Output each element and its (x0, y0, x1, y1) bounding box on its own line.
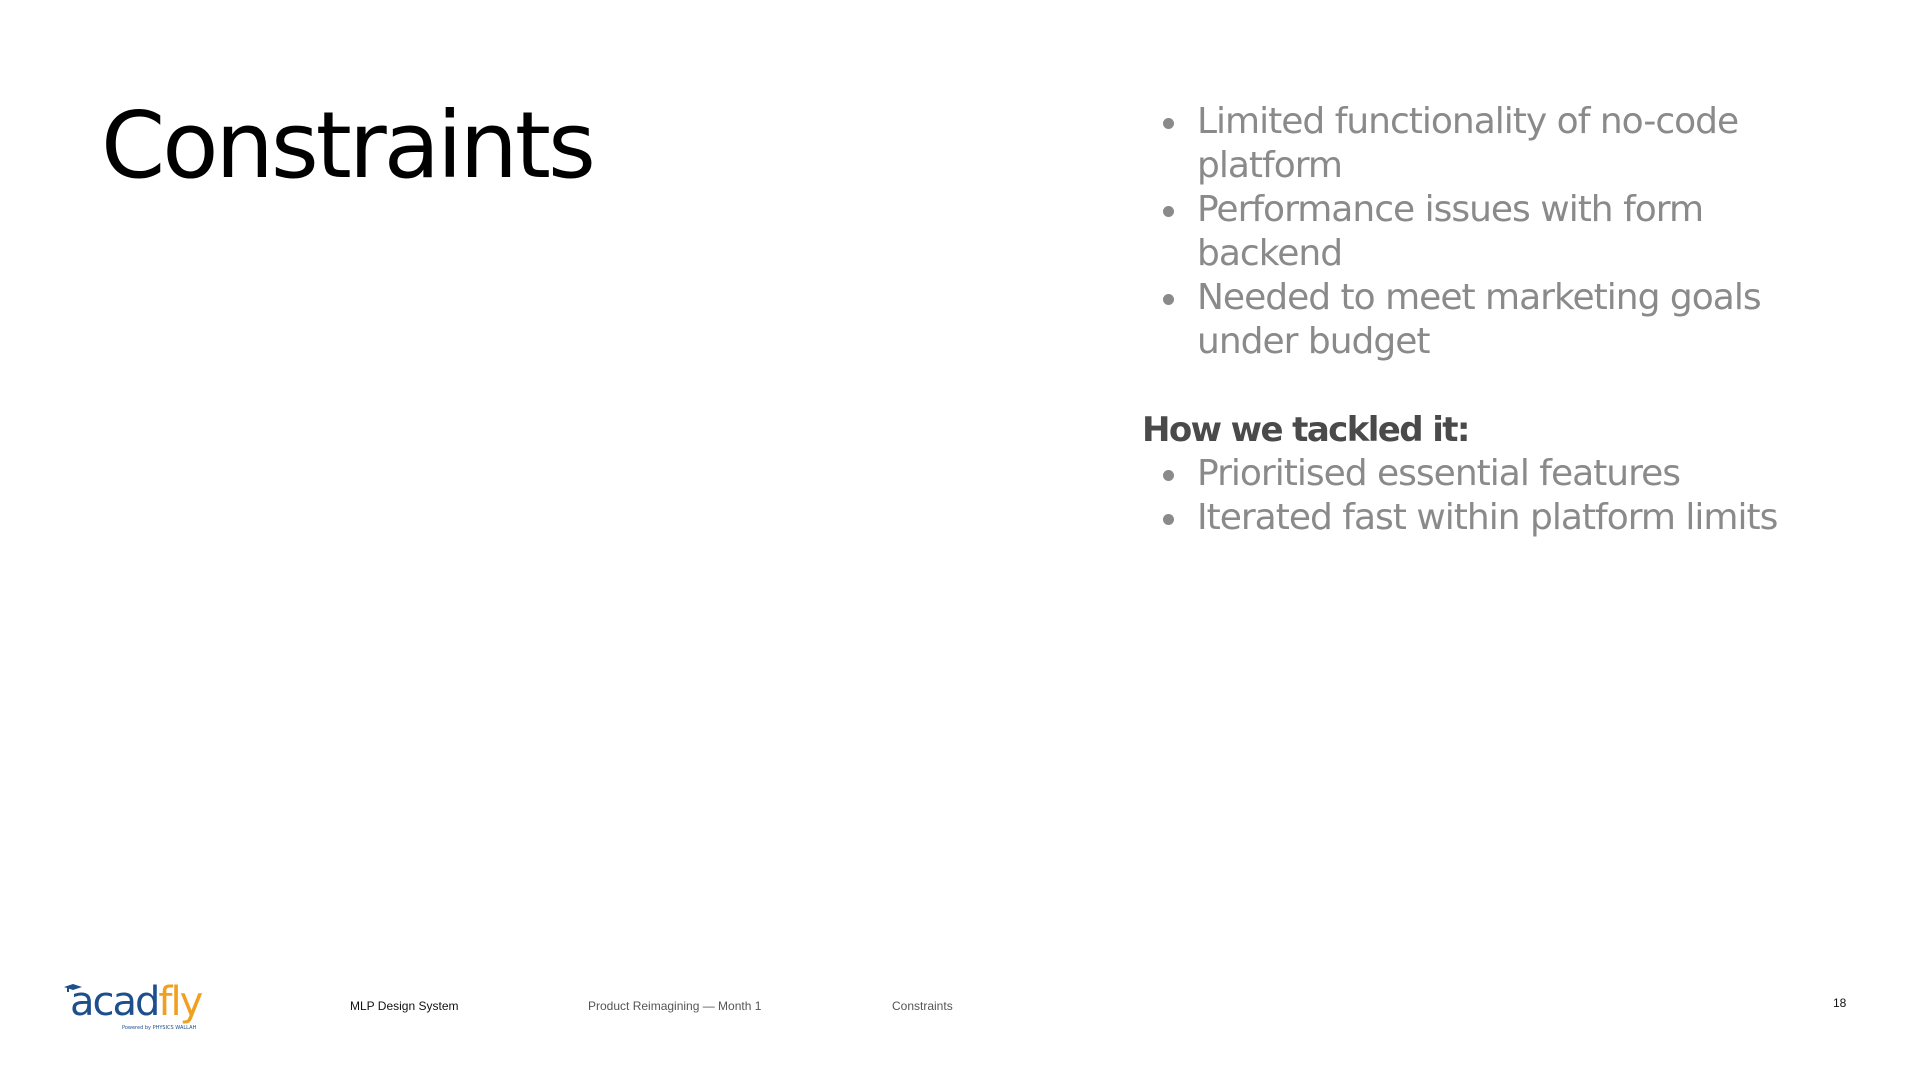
tackle-list (1142, 452, 1842, 540)
logo-word-fly: fly (158, 979, 202, 1025)
constraint-item: Limited functionality of no-code platform (1142, 100, 1842, 188)
tackle-heading: How we tackled it: (1142, 410, 1469, 450)
tackle-item: Iterated fast within platform limits (1142, 496, 1842, 540)
logo-wordmark (70, 978, 201, 1026)
footer-section: Product Reimagining — Month 1 (588, 999, 762, 1013)
constraint-item: Performance issues with form backend (1142, 188, 1842, 276)
logo-tagline: Powered by PHYSICS WALLAH (122, 1025, 197, 1031)
acadfly-logo (64, 979, 224, 1034)
footer-page-label: Constraints (892, 999, 953, 1013)
constraint-item: Needed to meet marketing goals under budget (1142, 276, 1842, 364)
constraints-list (1142, 100, 1842, 364)
footer-project: MLP Design System (350, 999, 459, 1013)
logo-word-acad: acad (70, 979, 159, 1025)
slide-footer (0, 980, 1920, 1040)
tackle-item: Prioritised essential features (1142, 452, 1842, 496)
slide-title: Constraints (101, 92, 593, 199)
page-number: 18 (1833, 996, 1847, 1010)
content-panel (1142, 100, 1842, 540)
